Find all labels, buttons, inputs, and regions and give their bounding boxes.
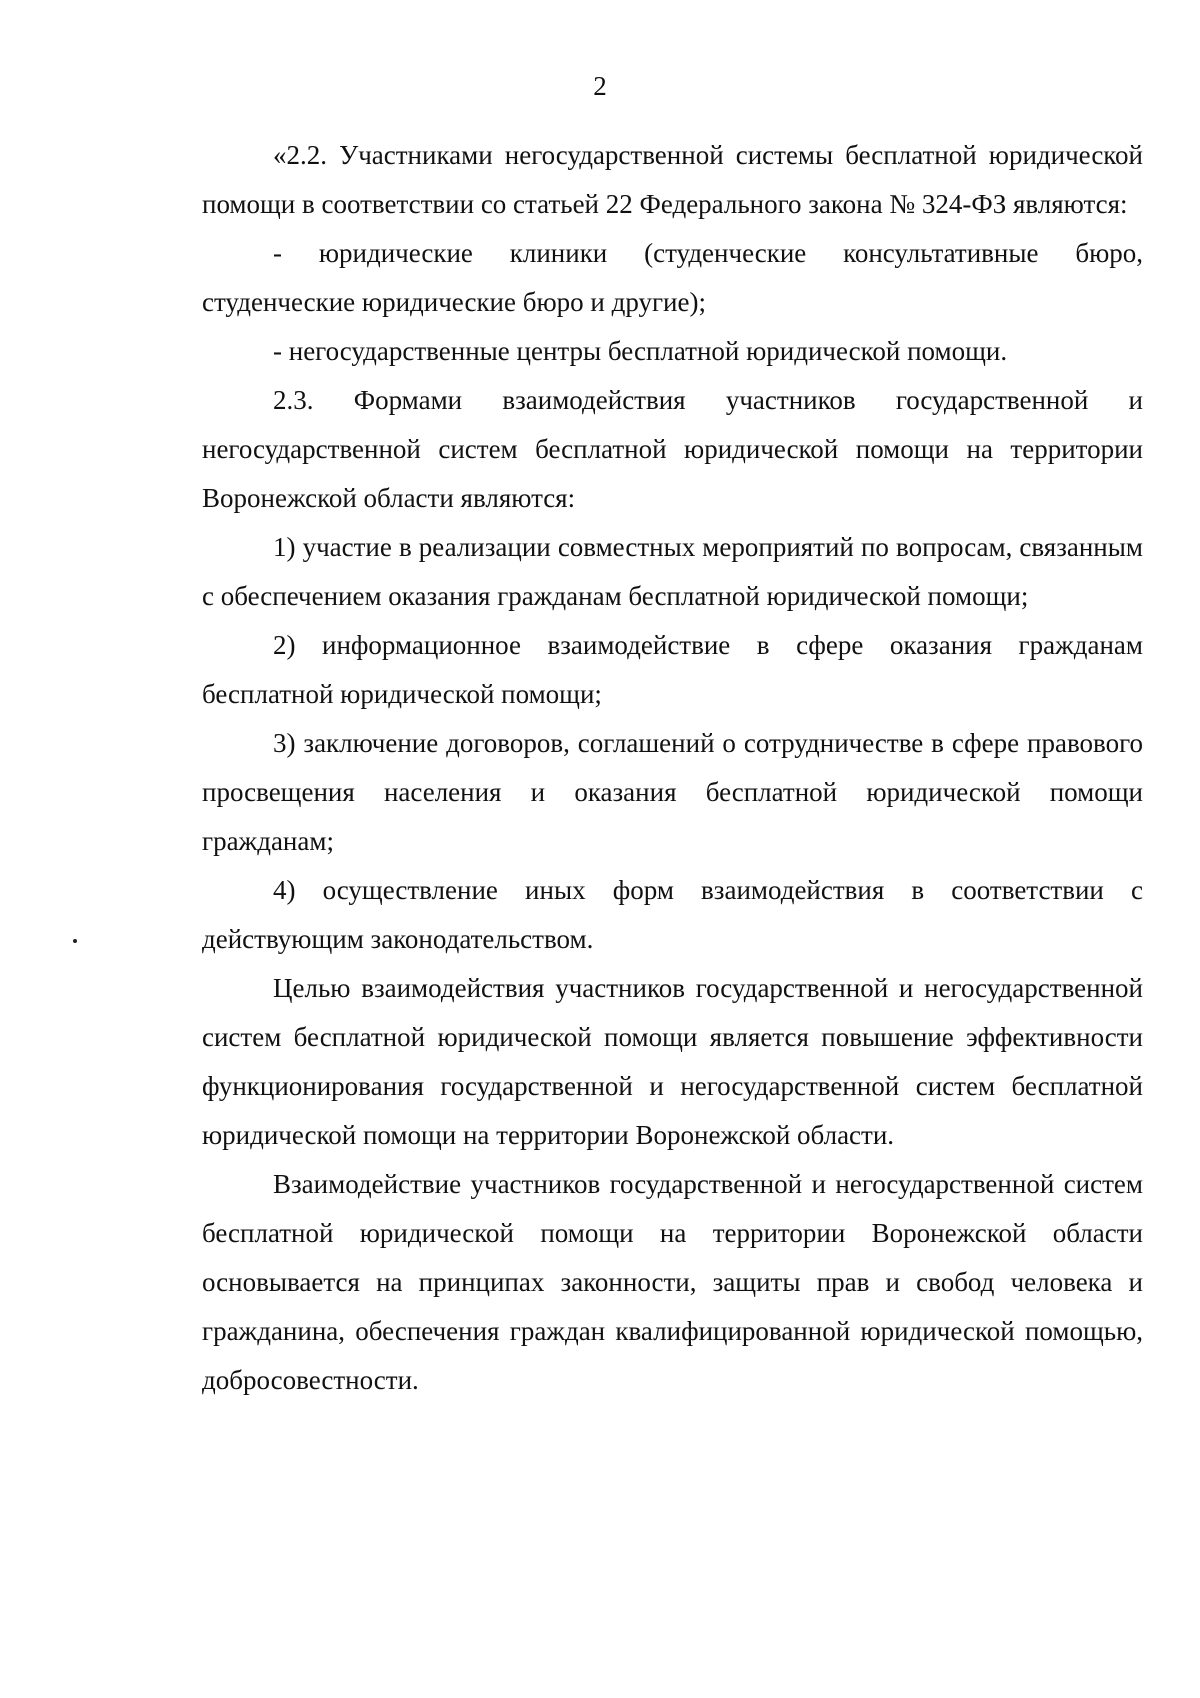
document-body — [202, 131, 1143, 1405]
paragraph-goal: Целью взаимодействия участников государственной и негосударственной систем бесплатной юридической помощи является повышение эффективности функционирования государственной и негосударственной систем бесплатной юридической помощи на территории Воронежской области. — [202, 973, 1143, 1150]
paragraph-principles: Взаимодействие участников государственной и негосударственной систем бесплатной юридической помощи на территории Воронежской области основывается на принципах законности, защиты прав и свобод человека и гражданина, обеспечения граждан квалифицированной юридической помощью, добросовестности. — [202, 1169, 1143, 1395]
scan-speck — [73, 939, 77, 943]
paragraph-2-3: 2.3. Формами взаимодействия участников государственной и негосударственной систем бесплатной юридической помощи на территории Воронежской области являются: — [202, 385, 1143, 513]
list-item-4: 4) осуществление иных форм взаимодействия в соответствии с действующим законодательством. — [202, 875, 1143, 954]
list-item-nongovernmental-centers: - негосударственные центры бесплатной юридической помощи. — [273, 336, 1008, 366]
list-item-1: 1) участие в реализации совместных мероприятий по вопросам, связанным с обеспечением оказания гражданам бесплатной юридической помощи; — [202, 532, 1143, 611]
paragraph-2-2: «2.2. Участниками негосударственной системы бесплатной юридической помощи в соответствии со статьей 22 Федерального закона № 324-ФЗ являются: — [202, 140, 1143, 219]
list-item-legal-clinics: - юридические клиники (студенческие консультативные бюро, студенческие юридические бюро и другие); — [202, 238, 1143, 317]
list-item-3: 3) заключение договоров, соглашений о сотрудничестве в сфере правового просвещения населения и оказания бесплатной юридической помощи гражданам; — [202, 728, 1143, 856]
page-number: 2 — [593, 71, 607, 101]
list-item-2: 2) информационное взаимодействие в сфере оказания гражданам бесплатной юридической помощи; — [202, 630, 1143, 709]
